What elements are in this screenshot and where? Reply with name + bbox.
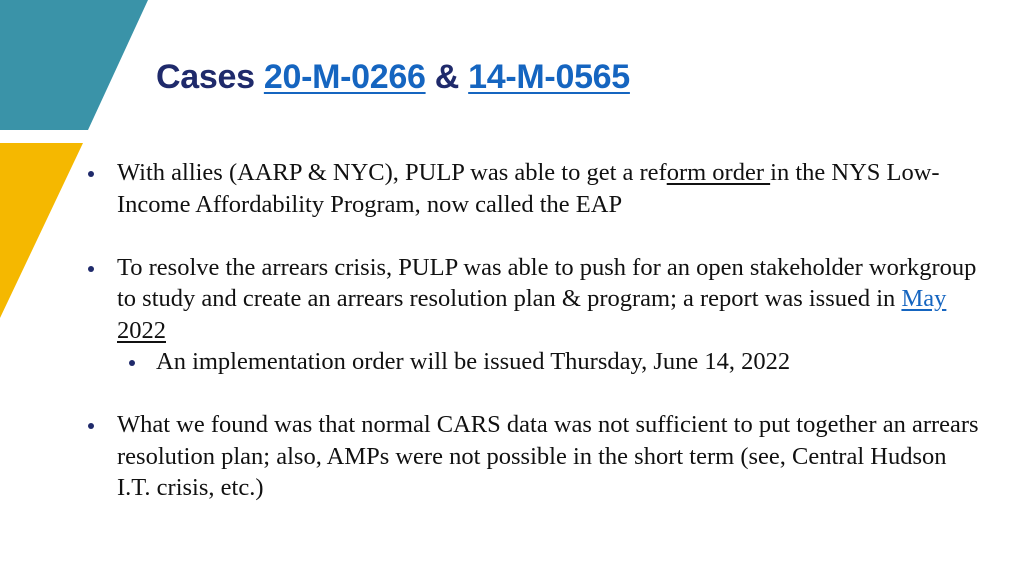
teal-banner-shape: [0, 0, 148, 130]
title-ampersand: &: [434, 58, 460, 96]
case-14-m-0565-link[interactable]: 14-M-0565: [468, 58, 630, 96]
bullet-content: [86, 157, 986, 535]
bullet-list: [86, 157, 986, 504]
bullet-arrears-crisis: To resolve the arrears crisis, PULP was able to push for an open stakeholder workgroup to study and create an arrears resolution plan & program; a report was issued in May 2022 An implementation order will be issued Thursday, June 14, 2022: [86, 252, 986, 378]
slide-title: [156, 58, 630, 97]
sub-bullet-implementation-order: An implementation order will be issued Thursday, June 14, 2022: [117, 346, 986, 378]
case-20-m-0266-link[interactable]: 20-M-0266: [263, 58, 426, 96]
report-year: 2022: [117, 316, 166, 344]
reform-order-link[interactable]: orm order: [666, 159, 771, 186]
bullet-reform-order: With allies (AARP & NYC), PULP was able to get a reform order in the NYS Low-Income Affordability Program, now called the EAP: [86, 157, 986, 220]
may-report-link[interactable]: May: [901, 285, 947, 312]
yellow-banner-shape: [0, 143, 83, 318]
bullet-cars-data: What we found was that normal CARS data was not sufficient to put together an arrears resolution plan; also, AMPs were not possible in the short term (see, Central Hudson I.T. crisis, etc.): [86, 409, 986, 504]
sub-bullet-list: [117, 346, 986, 378]
title-prefix: Cases: [156, 58, 255, 96]
